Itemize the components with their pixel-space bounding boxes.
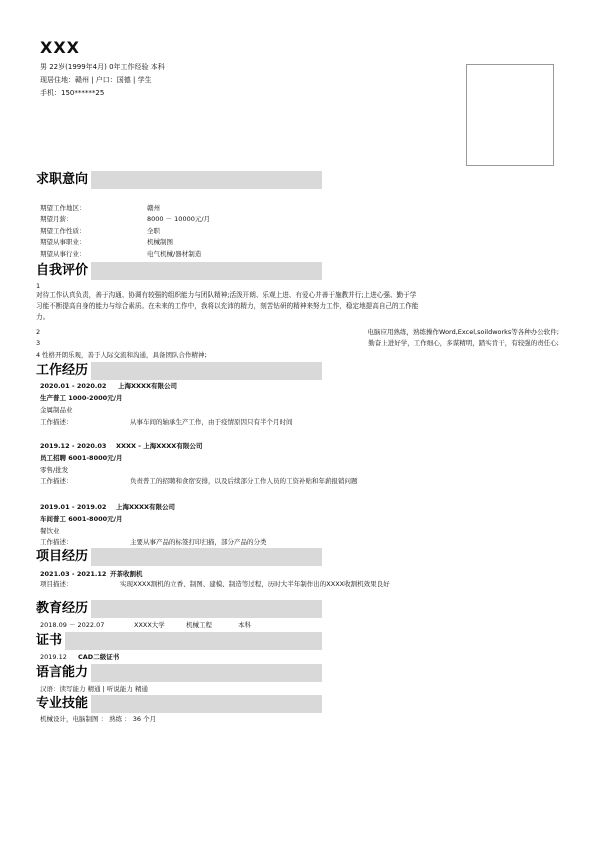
section-title-language: 语言能力 <box>36 664 91 682</box>
work-2-industry: 零售/批发 <box>40 466 69 474</box>
intent-location-value: 赣州 <box>147 204 160 212</box>
intent-industry-label: 期望从事行业： <box>40 250 86 258</box>
intent-salary-value: 8000 － 10000元/月 <box>147 215 211 223</box>
self-eval-para-4: 性格开朗乐观，善于人际交流和沟通，具备团队合作精神; <box>42 351 207 359</box>
work-1-position: 生产普工 1000-2000元/月 <box>40 394 123 402</box>
work-2-company: XXXX - 上海XXXX有限公司 <box>116 442 203 450</box>
language-text: 汉语：读写能力 精通 | 听说能力 精通 <box>40 685 148 693</box>
project-desc: 实现XXXX割机的立香、制图、建模、制造等过程，历时大半年制作出的XXXX收割机效果良好 <box>120 580 390 588</box>
section-title-skills: 专业技能 <box>36 695 91 713</box>
education-dates: 2018.09 － 2022.07 <box>40 621 105 629</box>
education-major: 机械工程 <box>186 621 212 629</box>
cert-date: 2019.12 <box>40 653 67 661</box>
intent-job-label: 期望从事职业： <box>40 238 86 246</box>
work-3-desc-label: 工作描述： <box>40 538 73 546</box>
cert-name: CAD二级证书 <box>78 653 120 661</box>
work-1-desc: 从事车间的轴承生产工作，由于疫情原因只有半个月时间 <box>130 418 293 426</box>
basic-info-line: 男 22岁(1999年4月) 0年工作经验 本科 <box>40 63 165 71</box>
work-2-desc-label: 工作描述： <box>40 477 73 485</box>
intent-job-value: 机械制图 <box>147 238 173 246</box>
intent-salary-label: 期望月薪： <box>40 215 73 223</box>
self-eval-num-3: 3 <box>36 339 41 347</box>
self-eval-para-3: 勤奋上进好学，工作细心，多谋精明，踏实肯干，有较强的责任心; <box>368 339 559 347</box>
work-3-company: 上海XXXX有限公司 <box>116 503 176 511</box>
intent-industry-value: 电气机械/器材制造 <box>147 250 202 258</box>
work-1-desc-label: 工作描述： <box>40 418 73 426</box>
work-3-industry: 餐饮业 <box>40 527 60 535</box>
candidate-name: XXX <box>40 38 81 57</box>
project-title: 开茶收割机 <box>110 570 143 578</box>
section-title-self-eval: 自我评价 <box>36 262 91 280</box>
work-1-dates: 2020.01 - 2020.02 <box>40 382 107 390</box>
self-eval-para-1c: 力。 <box>36 313 50 321</box>
work-1-industry: 金属制品业 <box>40 406 73 414</box>
project-dates: 2021.03 - 2021.12 <box>40 570 107 578</box>
self-eval-para-1b: 习能不断提高自身的能力与综合素质。在未来的工作中，我将以充沛的精力，刻苦钻研的精神来努力工作，稳定地提高自己的工作能 <box>36 302 419 310</box>
section-title-education: 教育经历 <box>36 600 91 618</box>
work-2-position: 员工招聘 6001-8000元/月 <box>40 454 123 462</box>
section-title-project: 项目经历 <box>36 548 91 566</box>
section-bar-cert <box>36 632 322 650</box>
residence-info-line: 现居住地：赣州 | 户口：国德 | 学生 <box>40 76 152 84</box>
work-3-dates: 2019.01 - 2019.02 <box>40 503 107 511</box>
intent-location-label: 期望工作地区： <box>40 204 86 212</box>
self-eval-num-4: 4 <box>36 351 41 359</box>
work-1-company: 上海XXXX有限公司 <box>118 382 178 390</box>
self-eval-para-1a: 对待工作认真负责，善于沟通、协调有较强的组织能力与团队精神;活泼开朗、乐观上进、有爱心并善于施教并行;上进心强、勤于学 <box>36 291 417 299</box>
section-title-intent: 求职意向 <box>36 171 91 189</box>
section-title-cert: 证书 <box>36 632 65 650</box>
work-2-desc: 负责普工的招聘和食宿安排，以及后续部分工作人员的工资补贴和年薪报销问题 <box>130 477 358 485</box>
project-desc-label: 项目描述： <box>40 580 73 588</box>
intent-nature-value: 全职 <box>147 227 160 235</box>
section-title-work: 工作经历 <box>36 362 91 380</box>
self-eval-num-2: 2 <box>36 328 41 336</box>
education-degree: 本科 <box>238 621 251 629</box>
work-2-dates: 2019.12 - 2020.03 <box>40 442 107 450</box>
phone-info-line: 手机：150******25 <box>40 89 105 97</box>
education-school: XXXX大学 <box>134 621 165 629</box>
skills-text: 机械设计，电脑制图 ： 熟练 ： 36 个月 <box>40 715 157 723</box>
work-3-desc: 主要从事产品的标签打印扫描，部分产品的分类 <box>130 538 267 546</box>
work-3-position: 车间普工 6001-8000元/月 <box>40 515 123 523</box>
self-eval-para-2: 电脑应用熟练，熟练操作Word,Excel,soildworks等各种办公软件; <box>367 328 559 336</box>
photo-placeholder <box>466 64 554 166</box>
self-eval-num-1: 1 <box>36 282 41 290</box>
intent-nature-label: 期望工作性质： <box>40 227 86 235</box>
